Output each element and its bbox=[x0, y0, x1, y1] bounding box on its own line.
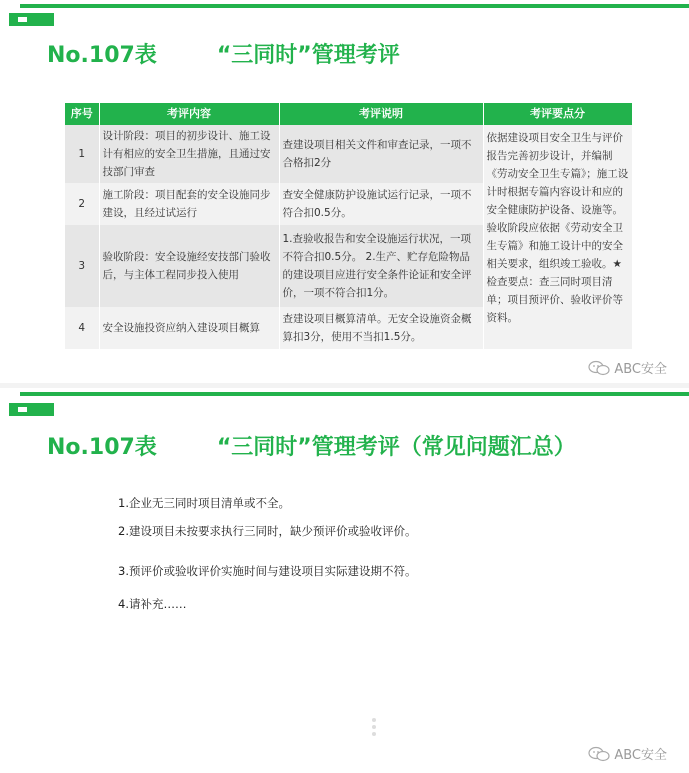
watermark-text: ABC安全 bbox=[614, 748, 667, 763]
header-content: 考评内容 bbox=[99, 103, 279, 125]
page-title bbox=[47, 430, 576, 461]
wechat-icon bbox=[588, 360, 610, 376]
wechat-icon bbox=[588, 746, 610, 762]
watermark-text: ABC安全 bbox=[614, 362, 667, 377]
title-text: “三同时”管理考评（常见问题汇总） bbox=[216, 435, 576, 460]
title-number: No.107表 bbox=[47, 43, 157, 68]
row-desc: 查建设项目相关文件和审查记录，一项不合格扣2分 bbox=[279, 125, 483, 183]
header-points: 考评要点分 bbox=[483, 103, 632, 125]
evaluation-table bbox=[65, 103, 633, 349]
list-item: 4.请补充…… bbox=[118, 597, 187, 611]
row-content: 施工阶段：项目配套的安全设施同步建设，且经过试运行 bbox=[99, 183, 279, 225]
row-no: 4 bbox=[65, 307, 99, 349]
list-item: 1.企业无三同时项目清单或不全。 bbox=[118, 496, 290, 510]
row-desc: 查安全健康防护设施试运行记录，一项不符合扣0.5分。 bbox=[279, 183, 483, 225]
header-desc: 考评说明 bbox=[279, 103, 483, 125]
list-item: 2.建设项目未按要求执行三同时，缺少预评价或验收评价。 bbox=[118, 524, 417, 538]
row-desc: 查建设项目概算清单。无安全设施资金概算扣3分，使用不当扣1.5分。 bbox=[279, 307, 483, 349]
watermark bbox=[588, 744, 667, 763]
title-number: No.107表 bbox=[47, 435, 157, 460]
scroll-dots bbox=[372, 718, 378, 739]
row-desc: 1.查验收报告和安全设施运行状况，一项不符合扣0.5分。 2.生产、贮存危险物品的建设项目应进行安全条件论证和安全评价，一项不符合扣1分。 bbox=[279, 225, 483, 307]
header-no: 序号 bbox=[65, 103, 99, 125]
top-accent-bar bbox=[0, 4, 689, 8]
list-item: 3.预评价或验收评价实施时间与建设项目实际建设期不符。 bbox=[118, 564, 417, 578]
row-points: 依据建设项目安全卫生与评价报告完善初步设计，并编制《劳动安全卫生专篇》；施工设计时根据专篇内容设计和应的安全健康防护设备、设施等。验收阶段应依据《劳动安全卫生专篇》和施工设计中的安全相关要求，组织竣工验收。★检查要点：查三同时项目清单；项目预评价、验收评价等资料。 bbox=[483, 125, 632, 349]
row-content: 安全设施投资应纳入建设项目概算 bbox=[99, 307, 279, 349]
table-row bbox=[65, 125, 632, 183]
table-header-row bbox=[65, 103, 632, 125]
watermark bbox=[588, 358, 667, 377]
row-no: 1 bbox=[65, 125, 99, 183]
page-title bbox=[47, 38, 400, 69]
row-no: 3 bbox=[65, 225, 99, 307]
corner-tag bbox=[9, 13, 54, 26]
row-content: 设计阶段：项目的初步设计、施工设计有相应的安全卫生措施，且通过安技部门审查 bbox=[99, 125, 279, 183]
title-text: “三同时”管理考评 bbox=[216, 43, 400, 68]
row-no: 2 bbox=[65, 183, 99, 225]
corner-tag bbox=[9, 403, 54, 416]
slide-1 bbox=[0, 0, 689, 385]
slide-2 bbox=[0, 388, 689, 773]
top-accent-bar bbox=[0, 392, 689, 396]
row-content: 验收阶段：安全设施经安技部门验收后，与主体工程同步投入使用 bbox=[99, 225, 279, 307]
